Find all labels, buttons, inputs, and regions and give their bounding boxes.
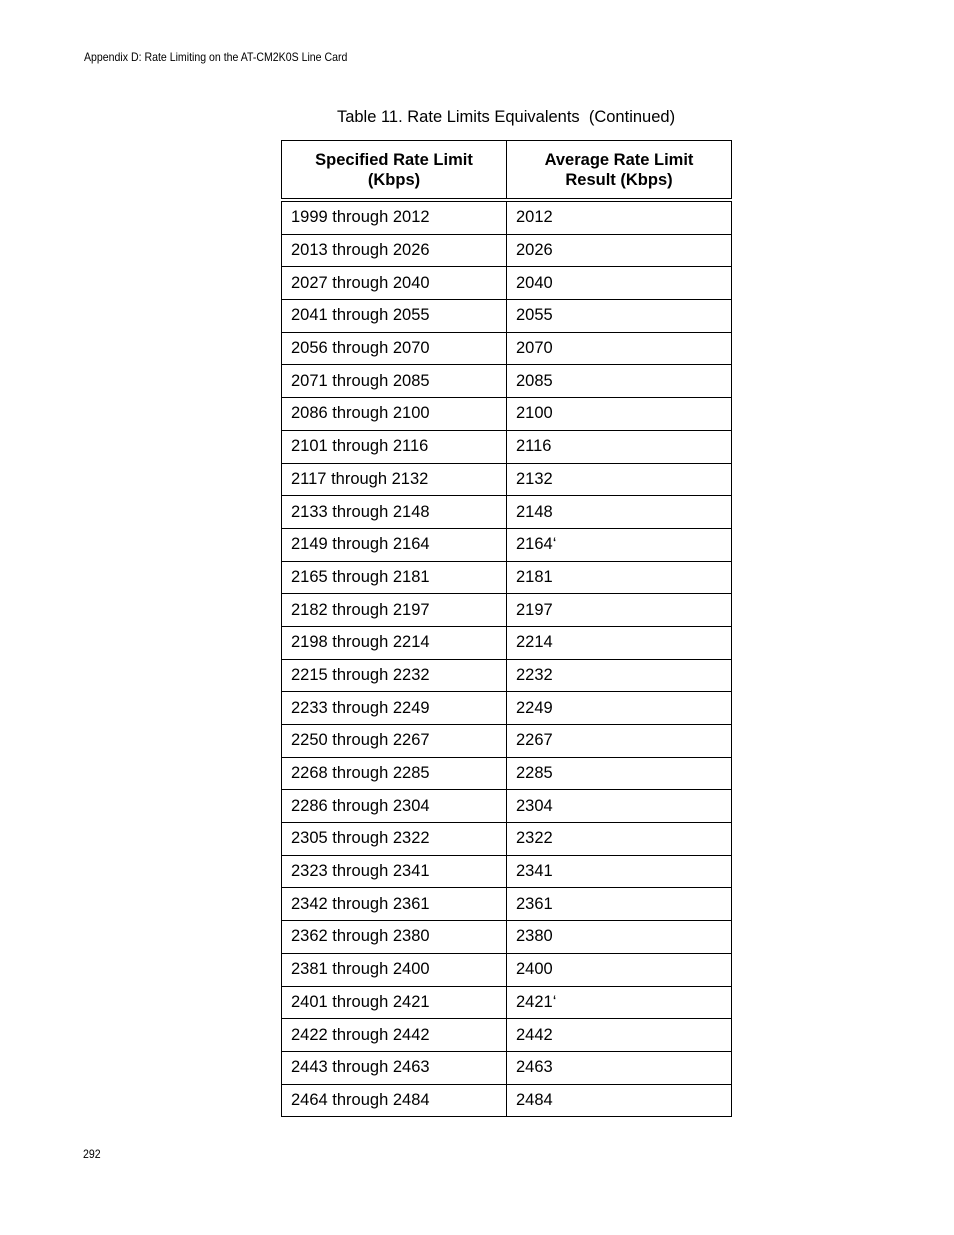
average-rate-cell: 2012 (507, 200, 732, 234)
specified-rate-cell: 2198 through 2214 (282, 626, 507, 659)
page-number: 292 (83, 1147, 101, 1161)
specified-rate-cell: 2381 through 2400 (282, 953, 507, 986)
table-row (282, 300, 732, 333)
average-rate-cell: 2400 (507, 953, 732, 986)
table-row (282, 561, 732, 594)
table-row (282, 986, 732, 1019)
table-row (282, 234, 732, 267)
column-header-line: Result (Kbps) (565, 170, 673, 189)
specified-rate-cell: 2233 through 2249 (282, 692, 507, 725)
running-header: Appendix D: Rate Limiting on the AT-CM2K0S Line Card (84, 50, 348, 64)
table-row (282, 332, 732, 365)
specified-rate-cell: 1999 through 2012 (282, 200, 507, 234)
specified-rate-cell: 2323 through 2341 (282, 855, 507, 888)
specified-rate-cell: 2250 through 2267 (282, 725, 507, 758)
column-header-line: Average Rate Limit (544, 150, 694, 169)
specified-rate-cell: 2149 through 2164 (282, 528, 507, 561)
table-row (282, 594, 732, 627)
average-rate-cell: 2132 (507, 463, 732, 496)
average-rate-cell: 2322 (507, 823, 732, 856)
table-row (282, 200, 732, 234)
table-row (282, 1051, 732, 1084)
table-row (282, 1084, 732, 1117)
table-row (282, 855, 732, 888)
table-body (282, 200, 732, 1117)
table-row (282, 659, 732, 692)
table-caption: Table 11. Rate Limits Equivalents (Continued) (336, 108, 676, 126)
specified-rate-cell: 2464 through 2484 (282, 1084, 507, 1117)
average-rate-cell: 2070 (507, 332, 732, 365)
average-rate-cell: 2026 (507, 234, 732, 267)
average-rate-cell: 2055 (507, 300, 732, 333)
average-rate-cell: 2232 (507, 659, 732, 692)
specified-rate-cell: 2401 through 2421 (282, 986, 507, 1019)
average-rate-cell: 2380 (507, 921, 732, 954)
table-row (282, 626, 732, 659)
table-row (282, 921, 732, 954)
average-rate-cell: 2100 (507, 398, 732, 431)
table-row (282, 496, 732, 529)
table-row (282, 463, 732, 496)
average-rate-cell: 2341 (507, 855, 732, 888)
specified-rate-cell: 2101 through 2116 (282, 430, 507, 463)
average-rate-cell: 2085 (507, 365, 732, 398)
average-rate-cell: 2361 (507, 888, 732, 921)
column-header-line: (Kbps) (367, 170, 421, 189)
table-row (282, 790, 732, 823)
table-row (282, 528, 732, 561)
specified-rate-cell: 2041 through 2055 (282, 300, 507, 333)
specified-rate-cell: 2182 through 2197 (282, 594, 507, 627)
column-header-line: Specified Rate Limit (315, 150, 473, 169)
specified-rate-cell: 2422 through 2442 (282, 1019, 507, 1052)
average-rate-cell: 2164‘ (507, 528, 732, 561)
specified-rate-cell: 2268 through 2285 (282, 757, 507, 790)
average-rate-cell: 2442 (507, 1019, 732, 1052)
column-header-average-rate (507, 141, 732, 201)
average-rate-cell: 2304 (507, 790, 732, 823)
specified-rate-cell: 2013 through 2026 (282, 234, 507, 267)
average-rate-cell: 2484 (507, 1084, 732, 1117)
table-row (282, 725, 732, 758)
table-row (282, 888, 732, 921)
table-row (282, 692, 732, 725)
specified-rate-cell: 2086 through 2100 (282, 398, 507, 431)
average-rate-cell: 2267 (507, 725, 732, 758)
specified-rate-cell: 2342 through 2361 (282, 888, 507, 921)
average-rate-cell: 2285 (507, 757, 732, 790)
average-rate-cell: 2249 (507, 692, 732, 725)
average-rate-cell: 2148 (507, 496, 732, 529)
table-row (282, 430, 732, 463)
specified-rate-cell: 2165 through 2181 (282, 561, 507, 594)
rate-limits-table (281, 140, 732, 1117)
specified-rate-cell: 2286 through 2304 (282, 790, 507, 823)
average-rate-cell: 2040 (507, 267, 732, 300)
specified-rate-cell: 2056 through 2070 (282, 332, 507, 365)
table-header-row (282, 141, 732, 201)
average-rate-cell: 2116 (507, 430, 732, 463)
average-rate-cell: 2197 (507, 594, 732, 627)
specified-rate-cell: 2071 through 2085 (282, 365, 507, 398)
average-rate-cell: 2214 (507, 626, 732, 659)
specified-rate-cell: 2443 through 2463 (282, 1051, 507, 1084)
table-row (282, 757, 732, 790)
specified-rate-cell: 2133 through 2148 (282, 496, 507, 529)
average-rate-cell: 2463 (507, 1051, 732, 1084)
column-header-specified-rate (282, 141, 507, 201)
table-row (282, 823, 732, 856)
table-row (282, 398, 732, 431)
specified-rate-cell: 2215 through 2232 (282, 659, 507, 692)
table-row (282, 365, 732, 398)
average-rate-cell: 2421‘ (507, 986, 732, 1019)
table-row (282, 953, 732, 986)
table-row (282, 267, 732, 300)
specified-rate-cell: 2305 through 2322 (282, 823, 507, 856)
specified-rate-cell: 2027 through 2040 (282, 267, 507, 300)
specified-rate-cell: 2117 through 2132 (282, 463, 507, 496)
average-rate-cell: 2181 (507, 561, 732, 594)
table-row (282, 1019, 732, 1052)
specified-rate-cell: 2362 through 2380 (282, 921, 507, 954)
